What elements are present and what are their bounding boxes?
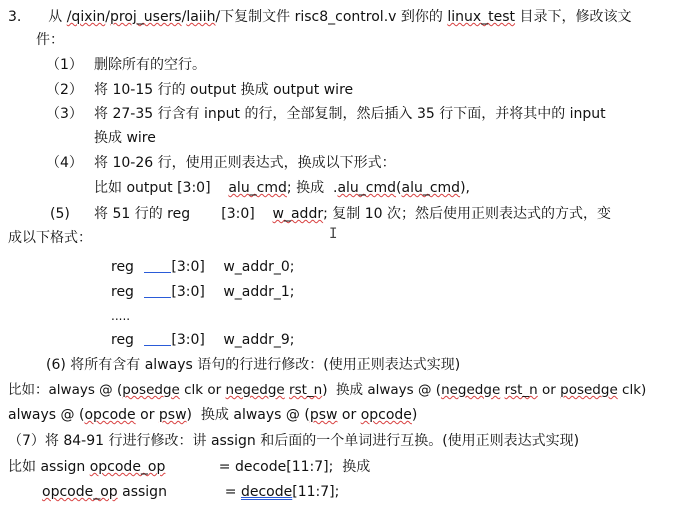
text: ),	[460, 180, 470, 196]
text: 比如 assign	[8, 459, 90, 475]
blank-underline	[144, 331, 171, 346]
text: 比如：always @ (	[8, 382, 123, 398]
item-text: 删除所有的空行。	[94, 57, 206, 73]
identifier: alu_cmd	[337, 180, 397, 196]
identifier: opcode_op	[42, 484, 118, 500]
item-5	[50, 205, 611, 223]
keyword: reg	[111, 332, 134, 348]
identifier: alu_cmd	[228, 180, 287, 196]
text: 将 51 行的 reg [3:0]	[94, 206, 273, 222]
identifier: rst_n	[289, 382, 323, 398]
text: or	[537, 382, 561, 398]
text: 比如 output [3:0]	[94, 180, 229, 196]
text: or	[337, 407, 361, 423]
reg-line	[111, 283, 295, 301]
item-2	[46, 81, 353, 99]
range: [3:0]	[171, 284, 205, 300]
identifier: w_addr	[272, 206, 324, 222]
item-number: (5)	[50, 206, 70, 222]
identifier: negedge	[441, 382, 501, 398]
text: ) 换成 always @ (	[186, 407, 310, 423]
text: ; 换成 .	[286, 180, 338, 196]
range: [3:0]	[171, 259, 205, 275]
item-text: 将 10-15 行的 output 换成 output wire	[94, 82, 354, 98]
blank-underline	[144, 258, 171, 273]
item-5-cont: 成以下格式：	[8, 230, 92, 246]
text: ) 换成 always @ (	[322, 382, 442, 398]
item-7: （7）将 84-91 行进行修改：讲 assign 和后面的一个单词进行互换。(使用正则表达式实现)	[8, 433, 580, 449]
text-cursor-icon: I	[329, 226, 338, 242]
text: /	[105, 9, 110, 25]
text: 目录下，修改该文	[515, 9, 632, 25]
reg-name: w_addr_1;	[223, 284, 295, 300]
reg-name: w_addr_9;	[223, 332, 295, 348]
item-number: （4）	[46, 155, 83, 171]
task-number: 3.	[8, 9, 22, 25]
item-3-cont: 换成 wire	[94, 130, 156, 146]
text: /下复制文件 risc8_control.v 到你的	[215, 9, 448, 25]
identifier: decode	[240, 484, 293, 500]
text: [11:7];	[292, 484, 340, 500]
item-6-example-2	[8, 406, 417, 424]
dir-name: linux_test	[447, 9, 516, 25]
reg-line	[111, 331, 295, 349]
reg-line	[111, 258, 295, 276]
text: always @ (	[8, 407, 85, 423]
blank-underline	[144, 283, 171, 298]
item-number: （1）	[46, 57, 83, 73]
item-number: （3）	[46, 106, 83, 122]
item-text: 将 27-35 行含有 input 的行，全部复制，然后插入 35 行下面，并将其中的 input	[94, 106, 606, 122]
item-6-example-1	[8, 381, 646, 399]
keyword: reg	[111, 259, 134, 275]
text: assign =	[117, 484, 241, 500]
text: (	[396, 180, 402, 196]
identifier: posedge	[122, 382, 180, 398]
item-3	[46, 105, 606, 123]
item-number: （2）	[46, 82, 83, 98]
item-4-example	[94, 179, 470, 197]
item-4	[46, 154, 396, 172]
keyword: reg	[111, 284, 134, 300]
reg-name: w_addr_0;	[223, 259, 295, 275]
text: = decode[11:7]; 换成	[165, 459, 371, 475]
text: clk)	[617, 382, 647, 398]
item-7-example-1	[8, 458, 370, 476]
text: /	[181, 9, 187, 25]
task-3-heading-cont: 件：	[36, 32, 64, 48]
identifier: opcode_op	[89, 459, 166, 475]
identifier: opcode	[84, 407, 136, 423]
identifier: psw	[309, 407, 338, 423]
text: or	[135, 407, 159, 423]
text: clk or	[179, 382, 226, 398]
identifier: opcode	[360, 407, 412, 423]
identifier: posedge	[560, 382, 618, 398]
item-text: 将 10-26 行，使用正则表达式，换成以下形式：	[94, 155, 396, 171]
ellipsis: .....	[111, 309, 131, 323]
path-segment: /qixin	[66, 9, 106, 25]
range: [3:0]	[171, 332, 205, 348]
identifier: negedge	[225, 382, 285, 398]
path-segment: laiih	[186, 9, 216, 25]
identifier: alu_cmd	[401, 180, 461, 196]
item-7-example-2	[42, 483, 339, 501]
task-3-heading	[8, 8, 631, 26]
identifier: rst_n	[504, 382, 538, 398]
identifier: psw	[158, 407, 187, 423]
item-1	[46, 56, 206, 74]
text: 从	[48, 9, 67, 25]
path-segment: proj_users	[109, 9, 182, 25]
item-6: (6) 将所有含有 always 语句的行进行修改：(使用正则表达式实现)	[46, 357, 461, 373]
text: )	[411, 407, 418, 423]
text: ; 复制 10 次；然后使用正则表达式的方式，变	[323, 206, 611, 222]
